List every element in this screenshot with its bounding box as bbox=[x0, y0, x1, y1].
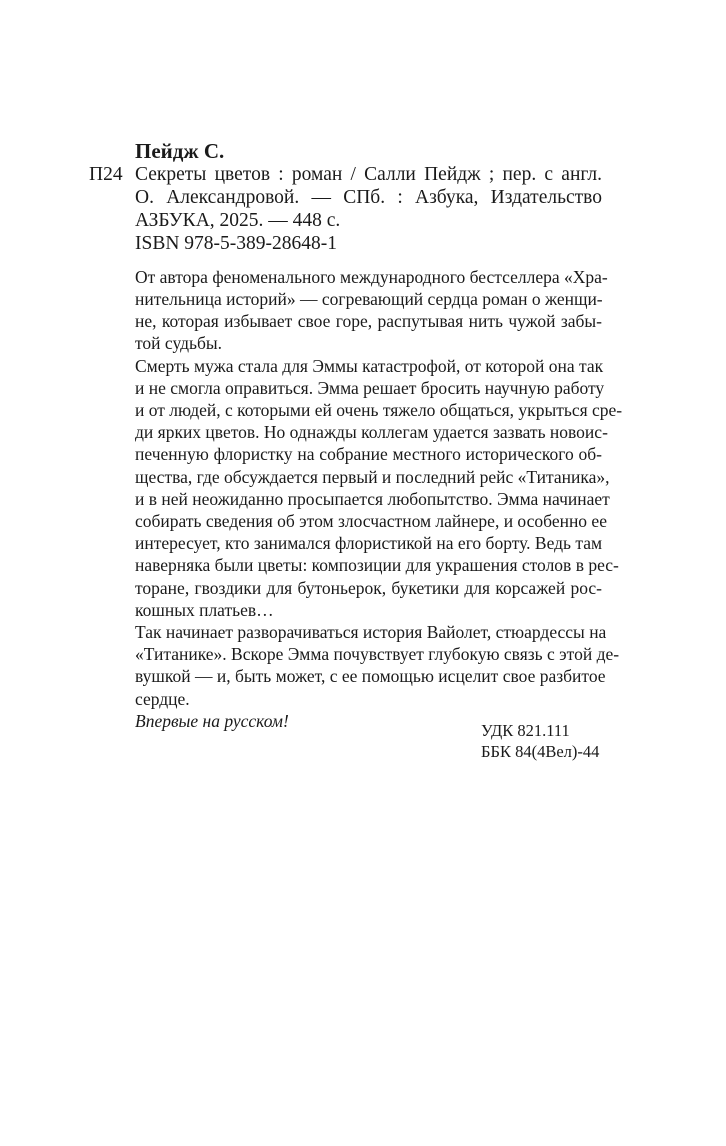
annotation-line: и не смогла оправиться. Эмма решает бросить научную работу bbox=[135, 378, 605, 398]
bib-line: АЗБУКА, 2025. — 448 с. bbox=[135, 210, 341, 231]
udk-index: УДК 821.111 bbox=[481, 721, 570, 740]
annotation-line: сердце. bbox=[135, 689, 190, 709]
bib-line: Секреты цветов : роман / Салли Пейдж ; пер. с англ. bbox=[135, 164, 602, 185]
annotation-line: интересует, кто занимался флористикой на его борту. Ведь там bbox=[135, 533, 603, 553]
bib-line: О. Александровой. — СПб. : Азбука, Издательство bbox=[135, 187, 602, 208]
annotation-line: наверняка были цветы: композиции для украшения столов в рес- bbox=[135, 555, 619, 575]
annotation-line: кошных платьев… bbox=[135, 600, 274, 620]
annotation-line: Смерть мужа стала для Эммы катастрофой, от которой она так bbox=[135, 356, 604, 376]
annotation-line: и от людей, с которыми ей очень тяжело общаться, укрыться сре- bbox=[135, 400, 623, 420]
annotation-line: той судьбы. bbox=[135, 333, 223, 353]
annotation-line: собирать сведения об этом злосчастном лайнере, и особенно ее bbox=[135, 511, 607, 531]
annotation-line: щества, где обсуждается первый и последний рейс «Титаника», bbox=[135, 467, 610, 487]
annotation-line: нительница историй» — согревающий сердца роман о женщи- bbox=[135, 289, 603, 309]
annotation-line: «Титанике». Вскоре Эмма почувствует глубокую связь с этой де- bbox=[135, 644, 620, 664]
annotation-line: Так начинает разворачиваться история Вайолет, стюардессы на bbox=[135, 622, 607, 642]
author-heading: Пейдж С. bbox=[135, 139, 225, 163]
annotation-line: вушкой — и, быть может, с ее помощью исцелит свое разбитое bbox=[135, 666, 606, 686]
annotation-line: и в ней неожиданно просыпается любопытство. Эмма начинает bbox=[135, 489, 610, 509]
annotation-line: печенную флористку на собрание местного исторического об- bbox=[135, 444, 602, 464]
annotation-line: торане, гвоздики для бутоньерок, букетики для корсажей рос- bbox=[135, 578, 602, 598]
author-mark: П24 bbox=[89, 164, 123, 185]
annotation-line: ди ярких цветов. Но однажды коллегам удается зазвать новоис- bbox=[135, 422, 608, 442]
isbn: ISBN 978-5-389-28648-1 bbox=[135, 233, 338, 254]
first-in-russian-note: Впервые на русском! bbox=[135, 711, 289, 731]
annotation-line: не, которая избывает свое горе, распутывая нить чужой забы- bbox=[135, 311, 602, 331]
annotation-line: От автора феноменального международного бестселлера «Хра- bbox=[135, 267, 608, 287]
bbk-index: ББК 84(4Вел)-44 bbox=[481, 742, 600, 761]
